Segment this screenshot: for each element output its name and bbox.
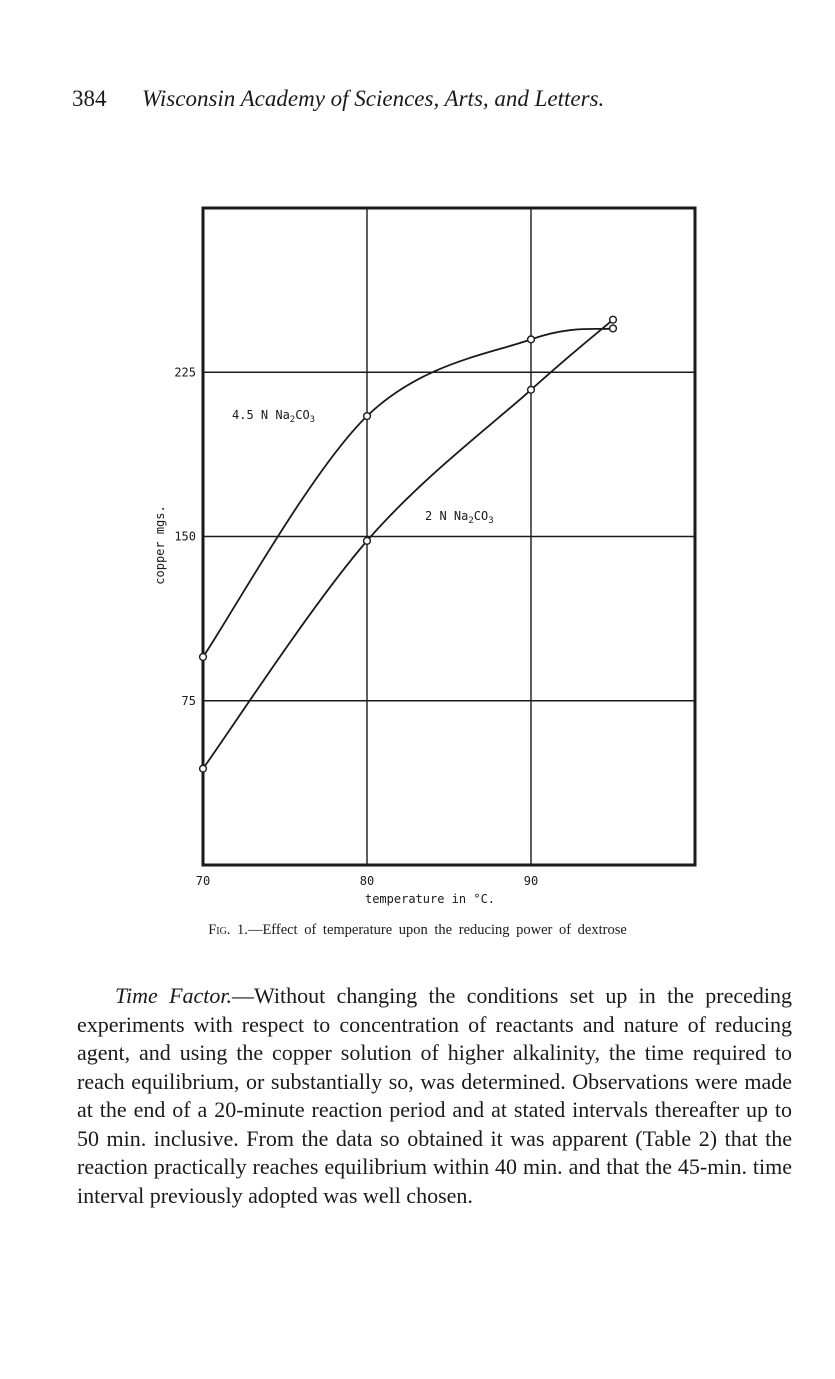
data-point xyxy=(610,325,617,332)
data-point xyxy=(364,537,371,544)
x-tick-label: 80 xyxy=(359,874,375,888)
series-label-4-5n: 4.5 N $Na_2CO_3$ xyxy=(232,408,316,425)
figure-label: Fig. 1. xyxy=(208,922,248,938)
chart-ticks xyxy=(174,365,538,888)
y-tick-label: 75 xyxy=(181,693,196,708)
time-factor-paragraph xyxy=(77,982,792,1210)
paragraph-text: —Without changing the conditions set up in the preceding experiments with respect to concentration of reactants and nature of reducing agent, and using the copper solution of higher alkalinity, the time required to reach equilibrium, or substantially so, was determined. Observations were made at the end of a 20-minute reaction period and at stated intervals thereafter up to 50 min. inclusive. From the data so obtained it was apparent (Table 2) that the reaction practically reaches equilibrium within 40 min. and that the 45-min. time interval previously adopted was well chosen. xyxy=(77,983,792,1208)
page-header xyxy=(72,86,772,112)
x-axis-label: temperature in °C. xyxy=(364,892,496,906)
series-line-1 xyxy=(203,329,613,658)
page-number: 384 xyxy=(72,86,107,111)
temperature-chart xyxy=(140,195,715,915)
data-point xyxy=(200,765,207,772)
journal-title: Wisconsin Academy of Sciences, Arts, and Letters. xyxy=(142,86,605,111)
section-heading: Time Factor. xyxy=(115,983,233,1008)
figure-caption-text: —Effect of temperature upon the reducing power of dextrose xyxy=(247,922,627,938)
series-label-2n: 2 N $Na_2CO_3$ xyxy=(425,509,494,526)
data-point xyxy=(528,386,535,393)
data-point xyxy=(528,336,535,343)
x-tick-label: 90 xyxy=(523,874,539,888)
chart-series xyxy=(200,316,617,772)
data-point xyxy=(610,316,617,323)
figure-caption xyxy=(0,922,835,939)
data-point xyxy=(200,654,207,661)
x-tick-label: 70 xyxy=(195,874,211,888)
y-axis-label: copper mgs. xyxy=(153,505,167,585)
body-text xyxy=(77,982,792,1210)
data-point xyxy=(364,413,371,420)
y-tick-label: 150 xyxy=(174,529,196,544)
y-tick-label: 225 xyxy=(174,365,196,380)
